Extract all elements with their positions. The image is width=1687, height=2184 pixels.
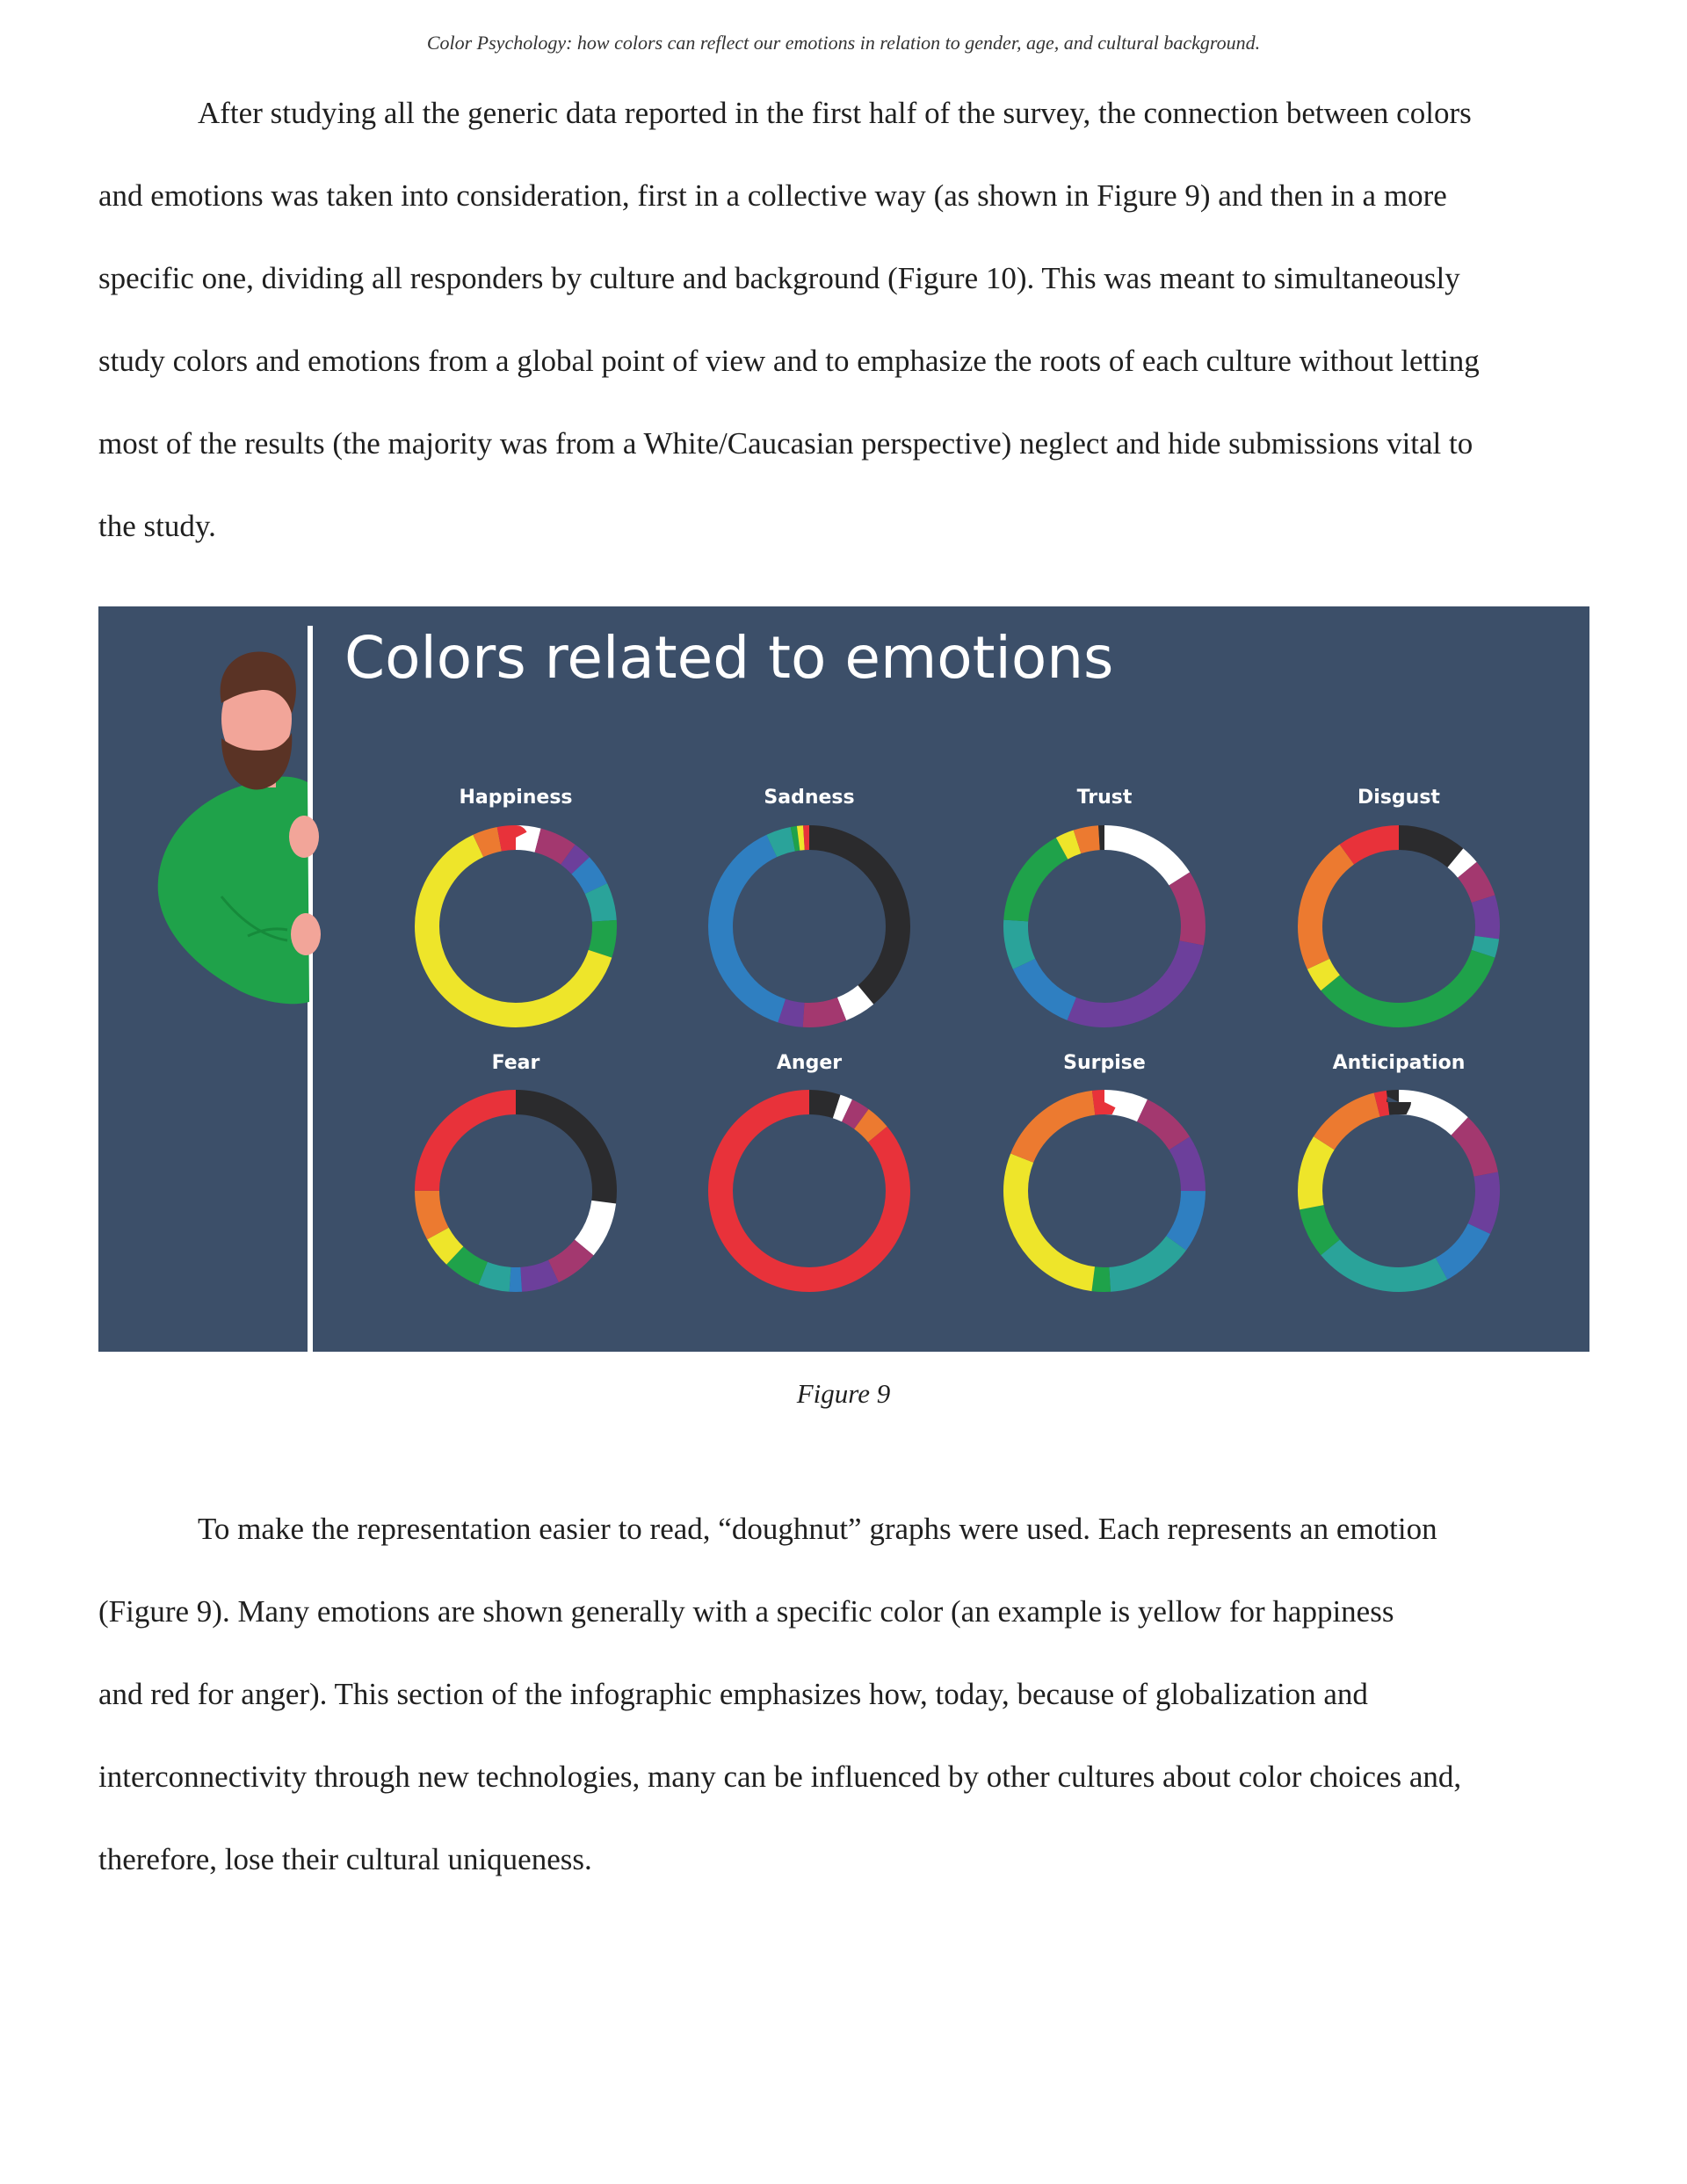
- chart-label-disgust: Disgust: [1358, 787, 1440, 809]
- explanation-paragraph: [98, 1488, 1592, 1901]
- chart-label-sadness: Sadness: [764, 787, 855, 809]
- paragraph-line: and emotions was taken into consideration, first in a collective way (as shown in Figure 9) and then in a more: [98, 178, 1447, 213]
- figure-caption: Figure 9: [796, 1378, 891, 1409]
- green-shirt: [158, 777, 309, 1005]
- paragraph-line: and red for anger). This section of the infographic emphasizes how, today, because of globalization and: [98, 1677, 1368, 1711]
- paragraph-line: study colors and emotions from a global point of view and to emphasize the roots of each culture without letting: [98, 344, 1480, 378]
- paragraph-line: interconnectivity through new technologies, many can be influenced by other cultures about color choices and,: [98, 1760, 1462, 1794]
- chart-label-surpise: Surpise: [1063, 1052, 1146, 1074]
- chart-label-anger: Anger: [776, 1052, 843, 1074]
- doughnut-charts: [427, 787, 1488, 1280]
- paragraph-line: therefore, lose their cultural uniqueness.: [98, 1842, 592, 1876]
- paragraph-line: specific one, dividing all responders by culture and background (Figure 10). This was meant to simultaneously: [98, 261, 1460, 295]
- chart-label-anticipation: Anticipation: [1332, 1052, 1466, 1074]
- paragraph-line: most of the results (the majority was from a White/Caucasian perspective) neglect and hide submissions vital to: [98, 426, 1473, 461]
- paragraph-line: To make the representation easier to read, “doughnut” graphs were used. Each represents an emotion: [198, 1512, 1437, 1546]
- infographic-canvas: [98, 606, 1589, 1352]
- figure-title: Colors related to emotions: [344, 624, 1114, 692]
- paragraph-line: (Figure 9). Many emotions are shown generally with a specific color (an example is yellow for happiness: [98, 1594, 1394, 1629]
- chart-label-fear: Fear: [491, 1052, 540, 1074]
- man-illustration: [158, 652, 321, 1005]
- running-header: Color Psychology: how colors can reflect our emotions in relation to gender, age, and cultural background.: [426, 32, 1261, 54]
- hand-upper: [289, 816, 319, 858]
- hand-lower: [291, 913, 321, 955]
- chart-label-happiness: Happiness: [459, 787, 573, 809]
- paragraph-line: the study.: [98, 509, 216, 543]
- intro-paragraph: [98, 72, 1592, 568]
- figure-infographic: [98, 606, 1589, 1352]
- paragraph-line: After studying all the generic data reported in the first half of the survey, the connection between colors: [198, 96, 1472, 130]
- chart-label-trust: Trust: [1076, 787, 1133, 809]
